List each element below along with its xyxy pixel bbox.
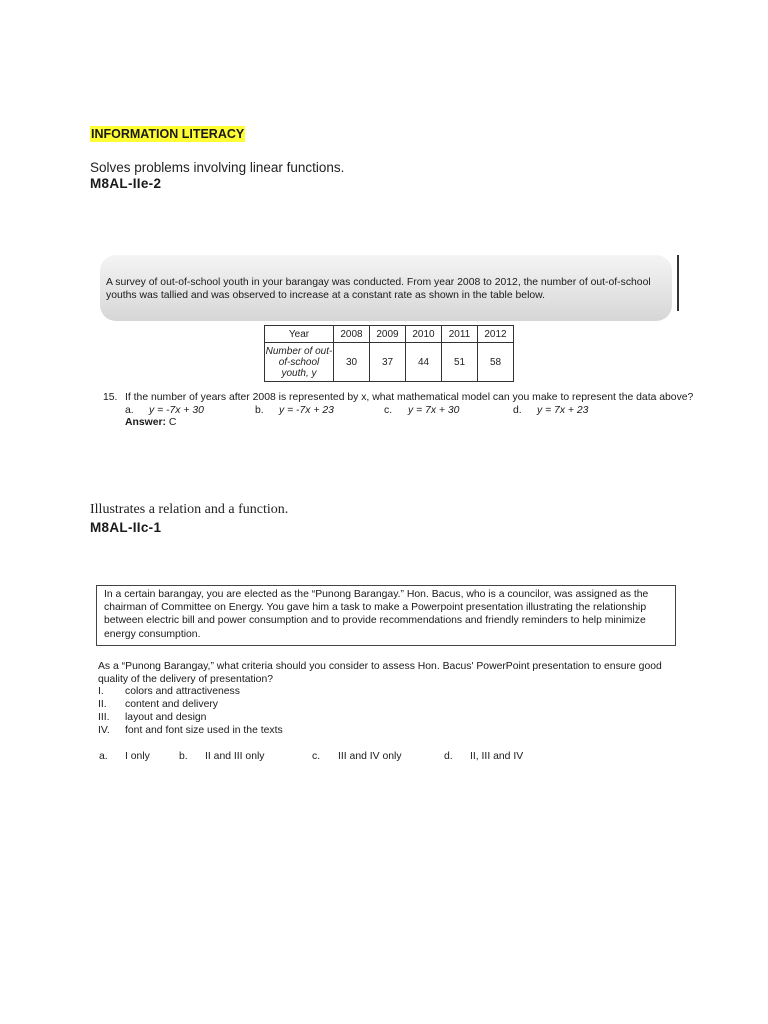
option-letter: b. [255, 405, 264, 416]
option-a [125, 405, 204, 416]
option-text: III and IV only [338, 751, 402, 762]
answer-value: C [168, 417, 177, 428]
criterion-numeral: III. [98, 712, 110, 723]
table-header-label: Year [265, 326, 334, 343]
criterion-numeral: IV. [98, 725, 110, 736]
option-text: y = 7x + 23 [537, 405, 589, 416]
criterion-text: font and font size used in the texts [125, 725, 283, 736]
data-table [264, 325, 514, 382]
table-value-cell: 58 [478, 343, 514, 382]
answer-line [125, 417, 176, 428]
competency-code-2: M8AL-IIc-1 [90, 520, 162, 535]
criterion-text: colors and attractiveness [125, 686, 240, 697]
table-value-cell: 30 [334, 343, 370, 382]
option-letter: a. [99, 751, 108, 762]
criterion-numeral: II. [98, 699, 107, 710]
option-text: II, III and IV [470, 751, 524, 762]
section-heading: INFORMATION LITERACY [91, 127, 245, 141]
table-year-cell: 2011 [442, 326, 478, 343]
question-stem: If the number of years after 2008 is represented by x, what mathematical model can you make to represent the data above? [125, 392, 694, 403]
option-text: y = 7x + 30 [408, 405, 460, 416]
option-letter: d. [513, 405, 522, 416]
question-2-stem: As a “Punong Barangay,” what criteria should you consider to assess Hon. Bacus' PowerPoint presentation to ensure good quality of the delivery of presentation? [98, 661, 662, 685]
scenario-text-2: In a certain barangay, you are elected as the “Punong Barangay.” Hon. Bacus, who is a councilor, was assigned as the chairman of Committee on Energy. You gave him a task to make a Powerpoint presentation illustrating the relationship between electric bill and power consumption and to provide recommendations and friendly reminders to help minimize energy consumption. [104, 589, 649, 640]
option-b [255, 405, 334, 416]
table-row [265, 326, 514, 343]
table-value-cell: 51 [442, 343, 478, 382]
table-value-cell: 44 [406, 343, 442, 382]
question-number: 15. [103, 392, 118, 403]
panel-edge-bar [677, 255, 679, 311]
option-c [384, 405, 460, 416]
criterion-text: content and delivery [125, 699, 218, 710]
option-b [179, 751, 265, 762]
table-value-cell: 37 [370, 343, 406, 382]
option-d [444, 751, 524, 762]
answer-label: Answer: [125, 417, 166, 428]
option-letter: c. [312, 751, 321, 762]
option-letter: b. [179, 751, 188, 762]
table-year-cell: 2008 [334, 326, 370, 343]
scenario-text-1: A survey of out-of-school youth in your barangay was conducted. From year 2008 to 2012, the number of out-of-school youths was tallied and was observed to increase at a constant rate as shown in the table below. [106, 277, 651, 301]
table-year-cell: 2010 [406, 326, 442, 343]
competency-1: Solves problems involving linear functions. [90, 160, 345, 175]
option-text: y = -7x + 30 [149, 405, 204, 416]
table-row [265, 343, 514, 382]
criterion-text: layout and design [125, 712, 207, 723]
table-year-cell: 2009 [370, 326, 406, 343]
option-text: y = -7x + 23 [279, 405, 334, 416]
option-letter: a. [125, 405, 134, 416]
criterion-numeral: I. [98, 686, 104, 697]
option-c [312, 751, 402, 762]
option-letter: c. [384, 405, 393, 416]
option-text: II and III only [205, 751, 265, 762]
option-d [513, 405, 589, 416]
table-year-cell: 2012 [478, 326, 514, 343]
competency-2: Illustrates a relation and a function. [90, 502, 289, 517]
competency-code-1: M8AL-IIe-2 [90, 176, 162, 191]
option-a [99, 751, 150, 762]
table-row-label: Number of out-of-school youth, y [265, 343, 334, 382]
option-text: I only [125, 751, 150, 762]
option-letter: d. [444, 751, 453, 762]
